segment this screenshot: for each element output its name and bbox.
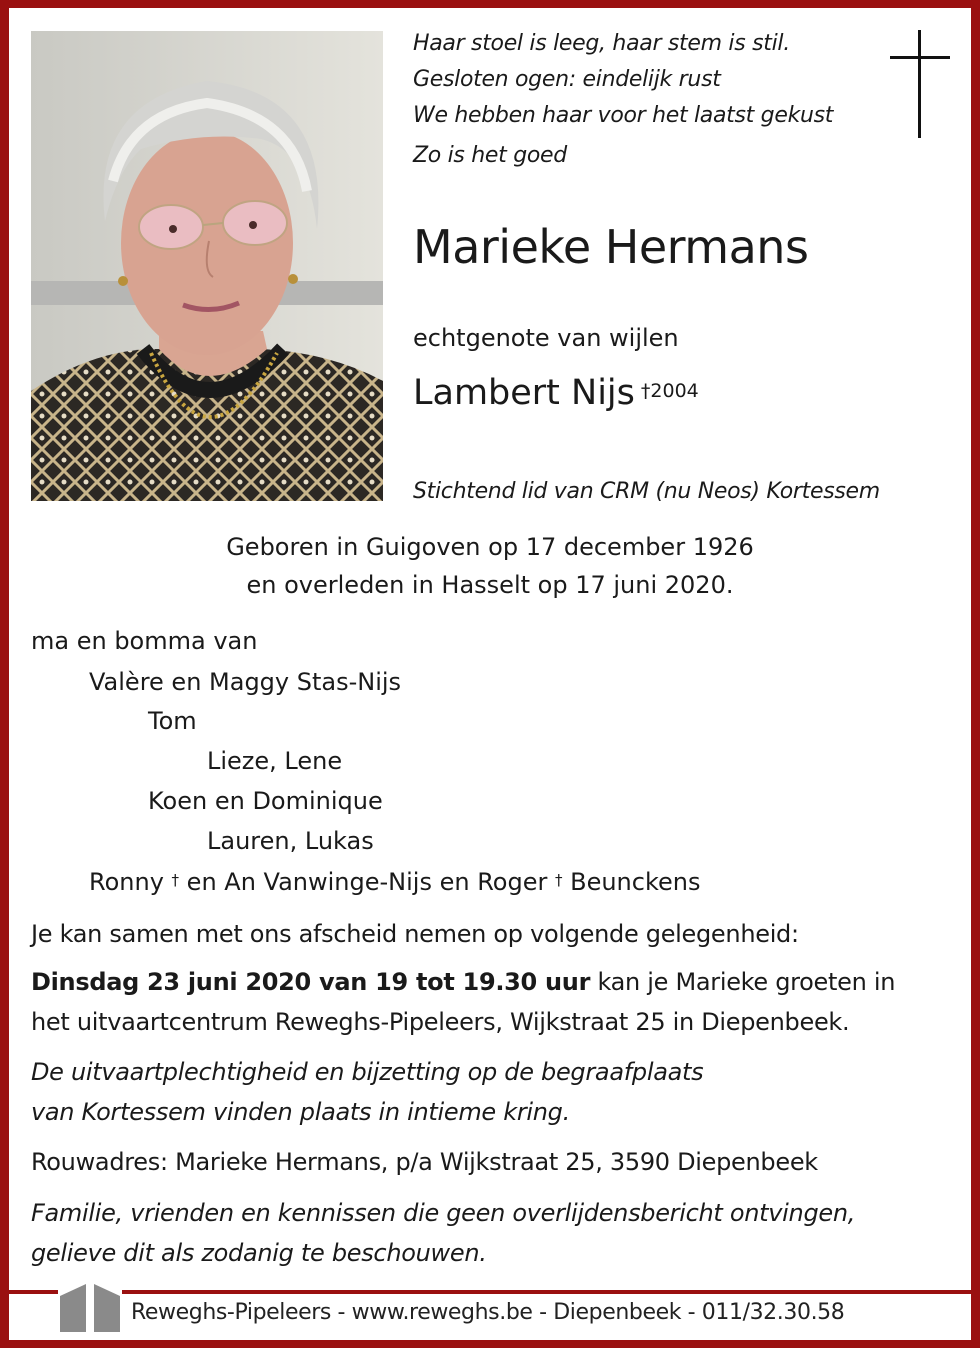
visitation-date: Dinsdag 23 juni 2020 van 19 tot 19.30 uur bbox=[31, 968, 591, 996]
spouse-death-year: †2004 bbox=[640, 380, 699, 402]
membership-line: Stichtend lid van CRM (nu Neos) Kortessem bbox=[413, 479, 880, 504]
visitation-line bbox=[31, 962, 895, 1002]
funeral-home-logo-icon bbox=[58, 1276, 122, 1332]
mourning-address: Rouwadres: Marieke Hermans, p/a Wijkstraat 25, 3590 Diepenbeek bbox=[31, 1148, 818, 1176]
family-text: en An Vanwinge-Nijs en Roger bbox=[179, 868, 555, 896]
spouse-name-line bbox=[413, 366, 699, 420]
ceremony-line: De uitvaartplechtigheid en bijzetting op de begraafplaats bbox=[31, 1058, 704, 1086]
cross-icon bbox=[890, 30, 950, 138]
spouse-name: Lambert Nijs bbox=[413, 373, 635, 413]
family-member: Valère en Maggy Stas-Nijs bbox=[89, 668, 402, 696]
deceased-name: Marieke Hermans bbox=[413, 220, 809, 274]
ceremony-line: van Kortessem vinden plaats in intieme kring. bbox=[31, 1098, 570, 1126]
poem-line: Zo is het goed bbox=[413, 143, 567, 168]
poem-line: Gesloten ogen: eindelijk rust bbox=[413, 67, 721, 92]
visitation-location: het uitvaartcentrum Reweghs-Pipeleers, Wijkstraat 25 in Diepenbeek. bbox=[31, 1008, 850, 1036]
poem-line: We hebben haar voor het laatst gekust bbox=[413, 103, 834, 128]
frame-bottom-border bbox=[0, 1340, 980, 1348]
portrait-photo bbox=[31, 31, 383, 501]
family-member-last bbox=[89, 863, 700, 901]
footer-contact: Reweghs-Pipeleers - www.reweghs.be - Diepenbeek - 011/32.30.58 bbox=[131, 1300, 845, 1325]
notice-line: gelieve dit als zodanig te beschouwen. bbox=[31, 1239, 487, 1267]
family-member: Lauren, Lukas bbox=[207, 827, 374, 855]
memorial-poem bbox=[413, 26, 833, 174]
family-text: Beunckens bbox=[562, 868, 701, 896]
family-text: Ronny bbox=[89, 868, 172, 896]
death-line: en overleden in Hasselt op 17 juni 2020. bbox=[246, 571, 734, 599]
birth-line: Geboren in Guigoven op 17 december 1926 bbox=[226, 533, 754, 561]
frame-top-border bbox=[0, 0, 980, 8]
footer-divider bbox=[9, 1290, 971, 1294]
family-member: Koen en Dominique bbox=[148, 787, 383, 815]
frame-right-border bbox=[971, 0, 980, 1348]
visitation-text: kan je Marieke groeten in bbox=[590, 968, 896, 996]
poem-line: Haar stoel is leeg, haar stem is stil. bbox=[413, 31, 790, 56]
frame-left-border bbox=[0, 0, 9, 1348]
notice-line: Familie, vrienden en kennissen die geen overlijdensbericht ontvingen, bbox=[31, 1199, 856, 1227]
family-member: Lieze, Lene bbox=[207, 747, 343, 775]
spouse-label: echtgenote van wijlen bbox=[413, 324, 679, 352]
farewell-intro: Je kan samen met ons afscheid nemen op volgende gelegenheid: bbox=[31, 920, 799, 948]
family-intro: ma en bomma van bbox=[31, 627, 258, 655]
dagger-mark: † bbox=[554, 871, 563, 889]
dagger-mark: † bbox=[171, 871, 180, 889]
family-member: Tom bbox=[148, 707, 197, 735]
